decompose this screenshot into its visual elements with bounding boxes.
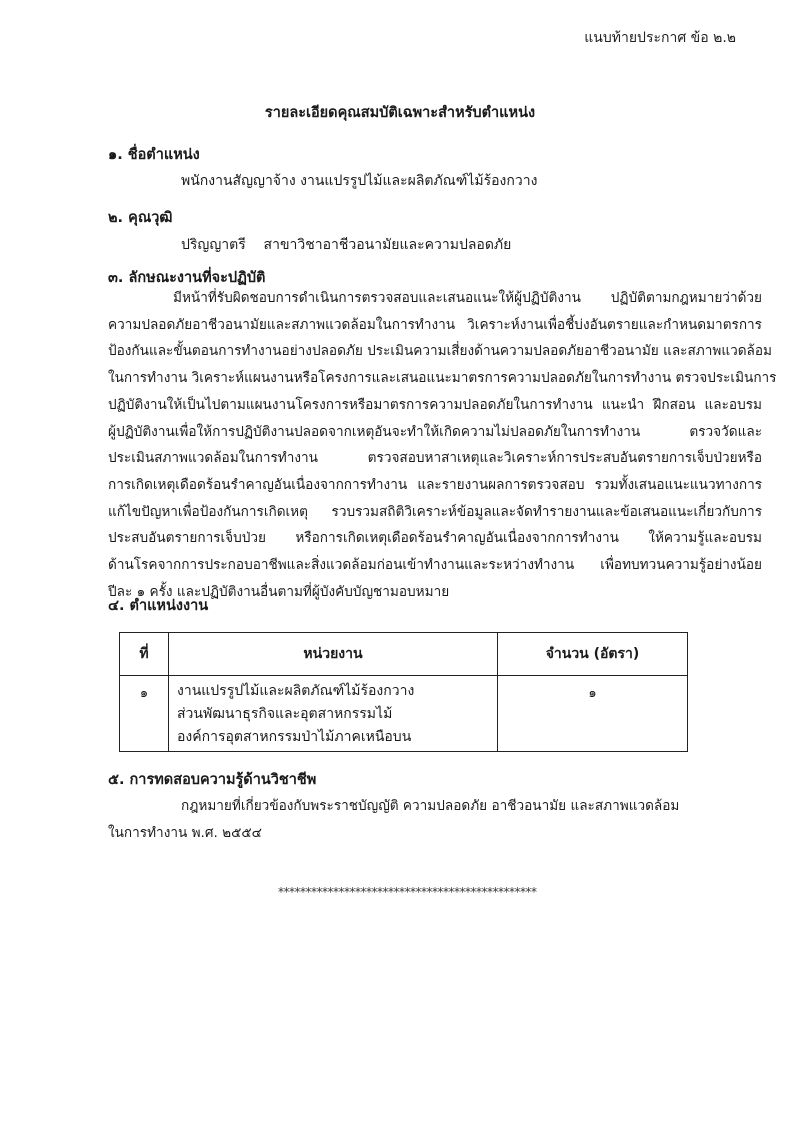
cell-unit: [169, 676, 498, 752]
section-5-heading: ๕. การทดสอบความรู้ด้านวิชาชีพ: [108, 772, 317, 788]
paragraph-line: มีหน้าที่รับผิดชอบการดำเนินการตรวจสอบและเสนอแนะให้ผู้ปฏิบัติงาน ปฏิบัติตามกฎหมายว่าด้วย: [173, 290, 762, 306]
paragraph-line: ประสบอันตรายการเจ็บป่วย หรือการเกิดเหตุเดือดร้อนรำคาญอันเนื่องจากการทำงาน ให้ความรู้และอบรม: [108, 530, 762, 547]
position-name: พนักงานสัญญาจ้าง งานแปรรูปไม้และผลิตภัณฑ์ไม้ร้องกวาง: [181, 173, 538, 189]
paragraph-line: ป้องกันและขั้นตอนการทำงานอย่างปลอดภัย ประเมินความเสี่ยงด้านความปลอดภัยอาชีวอนามัย และสภาพแวดล้อม: [108, 343, 773, 360]
annex-reference: แนบท้ายประกาศ ข้อ ๒.๒: [584, 30, 736, 46]
table-row: [120, 676, 688, 752]
document-title: รายละเอียดคุณสมบัติเฉพาะสำหรับตำแหน่ง: [264, 105, 536, 121]
paragraph-line: ปฏิบัติงานให้เป็นไปตามแผนงานโครงการหรือมาตรการความปลอดภัยในการทำงาน แนะนำ ฝึกสอน และอบรม: [108, 396, 762, 413]
paragraph-line: ปีละ ๑ ครั้ง และปฏิบัติงานอื่นตามที่ผู้บังคับบัญชามอบหมาย: [108, 583, 450, 600]
section-3-heading: ๓. ลักษณะงานที่จะปฏิบัติ: [108, 270, 266, 286]
paragraph-line: ความปลอดภัยอาชีวอนามัยและสภาพแวดล้อมในการทำงาน วิเคราะห์งานเพื่อชี้บ่งอันตรายและกำหนดมาตรการ: [108, 316, 762, 333]
qualification: ปริญญาตรี สาขาวิชาอาชีวอนามัยและความปลอดภัย: [181, 237, 512, 253]
paragraph-line: ในการทำงาน วิเคราะห์แผนงานหรือโครงการและเสนอแนะมาตรการความปลอดภัยในการทำงาน ตรวจประเมินการ: [108, 370, 777, 387]
end-of-document-marker: ***********************************************: [278, 885, 537, 899]
position-count: ๑: [588, 686, 597, 701]
exam-topic-line: กฎหมายที่เกี่ยวข้องกับพระราชบัญญัติ ความปลอดภัย อาชีวอนามัย และสภาพแวดล้อม: [181, 798, 680, 814]
cell-count: [498, 676, 688, 752]
positions-table: [119, 632, 688, 752]
cell-no: [120, 676, 169, 752]
section-1-heading: ๑. ชื่อตำแหน่ง: [108, 147, 200, 163]
section-4-heading: ๔. ตำแหน่งงาน: [108, 598, 209, 614]
unit-line: ส่วนพัฒนาธุรกิจและอุตสาหกรรมไม้: [177, 706, 393, 722]
job-description-paragraph: [108, 285, 777, 605]
paragraph-line: แก้ไขปัญหาเพื่อป้องกันการเกิดเหตุ รวบรวมสถิติวิเคราะห์ข้อมูลและจัดทำรายงานและข้อเสนอแนะเกี่ยวกับการ: [108, 503, 762, 520]
paragraph-line: ด้านโรคจากการประกอบอาชีพและสิ่งแวดล้อมก่อนเข้าทำงานและระหว่างทำงาน เพื่อทบทวนความรู้อย่างน้อย: [108, 557, 762, 574]
exam-topic-line: ในการทำงาน พ.ศ. ๒๕๕๔: [108, 825, 262, 841]
paragraph-line: ผู้ปฏิบัติงานเพื่อให้การปฏิบัติงานปลอดจากเหตุอันจะทำให้เกิดความไม่ปลอดภัยในการทำงาน ตรวจวัดและ: [108, 423, 762, 440]
column-header-no: ที่: [120, 633, 169, 676]
column-header-unit: หน่วยงาน: [169, 633, 498, 676]
paragraph-line: การเกิดเหตุเดือดร้อนรำคาญอันเนื่องจากการทำงาน และรายงานผลการตรวจสอบ รวมทั้งเสนอแนะแนวทางการ: [108, 476, 762, 493]
paragraph-line: ประเมินสภาพแวดล้อมในการทำงาน ตรวจสอบหาสาเหตุและวิเคราะห์การประสบอันตรายการเจ็บป่วยหรือ: [108, 450, 762, 467]
unit-line: องค์การอุตสาหกรรมป่าไม้ภาคเหนือบน: [177, 729, 412, 745]
unit-line: งานแปรรูปไม้และผลิตภัณฑ์ไม้ร้องกวาง: [177, 683, 415, 699]
table-header-row: [120, 633, 688, 676]
column-header-count: จำนวน (อัตรา): [498, 633, 688, 676]
row-number: ๑: [139, 686, 149, 701]
section-2-heading: ๒. คุณวุฒิ: [108, 210, 173, 226]
